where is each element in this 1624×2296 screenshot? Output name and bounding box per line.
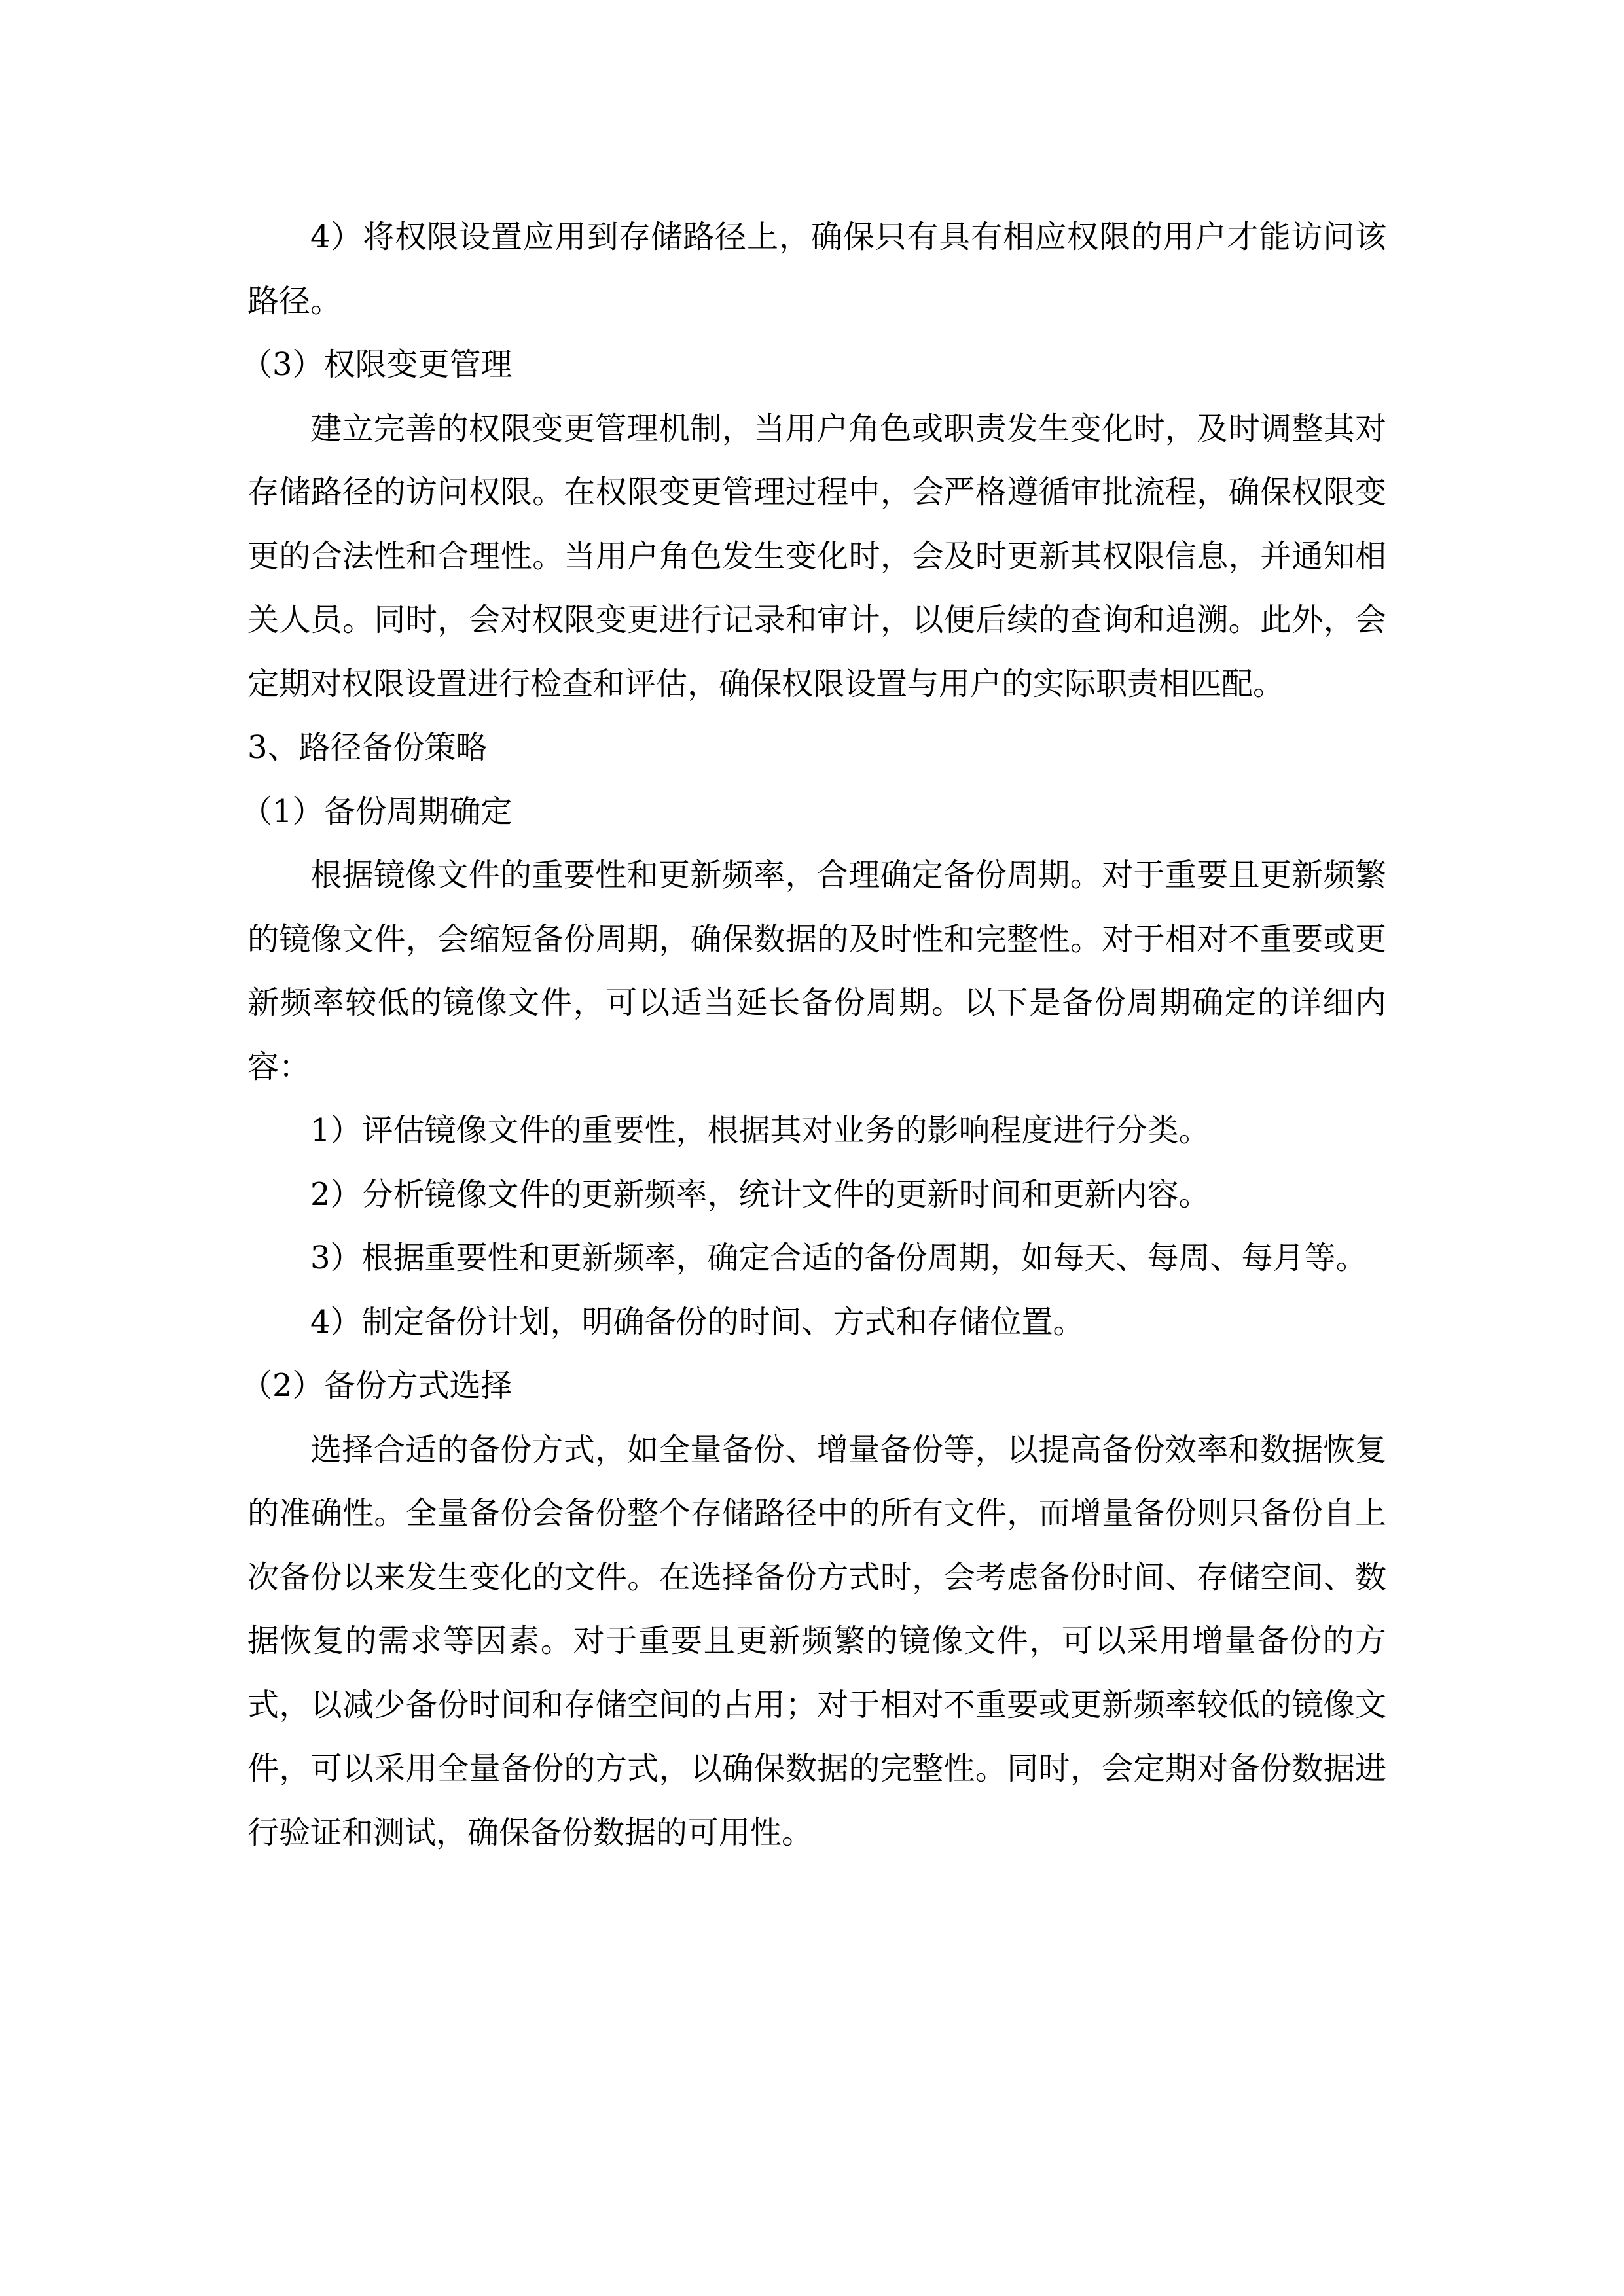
paragraph-backup-cycle: 根据镜像文件的重要性和更新频率，合理确定备份周期。对于重要且更新频繁的镜像文件，会缩短备份周期，确保数据的及时性和完整性。对于相对不重要或更新频率较低的镜像文件，可以适当延长备份周期。以下是备份周期确定的详细内容：	[247, 857, 1386, 1085]
subheading-backup-method: （2）备份方式选择	[241, 1367, 513, 1404]
paragraph-backup-method: 选择合适的备份方式，如全量备份、增量备份等，以提高备份效率和数据恢复的准确性。全量备份会备份整个存储路径中的所有文件，而增量备份则只备份自上次备份以来发生变化的文件。在选择备份方式时，会考虑备份时间、存储空间、数据恢复的需求等因素。对于重要且更新频繁的镜像文件，可以采用增量备份的方式，以减少备份时间和存储空间的占用；对于相对不重要或更新频率较低的镜像文件，可以采用全量备份的方式，以确保数据的完整性。同时，会定期对备份数据进行验证和测试，确保备份数据的可用性。	[247, 1431, 1386, 1851]
list-item-make-plan: 4）制定备份计划，明确备份的时间、方式和存储位置。	[310, 1303, 1085, 1340]
paragraph-permission-change: 建立完善的权限变更管理机制，当用户角色或职责发生变化时，及时调整其对存储路径的访问权限。在权限变更管理过程中，会严格遵循审批流程，确保权限变更的合法性和合理性。当用户角色发生变化时，会及时更新其权限信息，并通知相关人员。同时，会对权限变更进行记录和审计，以便后续的查询和追溯。此外，会定期对权限设置进行检查和评估，确保权限设置与用户的实际职责相匹配。	[247, 410, 1386, 702]
document-page	[241, 206, 1386, 1865]
list-item-apply-permissions: 4）将权限设置应用到存储路径上，确保只有具有相应权限的用户才能访问该路径。	[247, 219, 1386, 319]
list-item-analyze-frequency: 2）分析镜像文件的更新频率，统计文件的更新时间和更新内容。	[310, 1175, 1210, 1213]
list-item-determine-cycle: 3）根据重要性和更新频率，确定合适的备份周期，如每天、每周、每月等。	[310, 1240, 1367, 1276]
list-item-evaluate-importance: 1）评估镜像文件的重要性，根据其对业务的影响程度进行分类。	[310, 1112, 1210, 1149]
subheading-permission-change-management: （3）权限变更管理	[241, 346, 513, 383]
heading-path-backup-strategy: 3、路径备份策略	[247, 729, 488, 766]
subheading-backup-cycle: （1）备份周期确定	[241, 793, 513, 830]
